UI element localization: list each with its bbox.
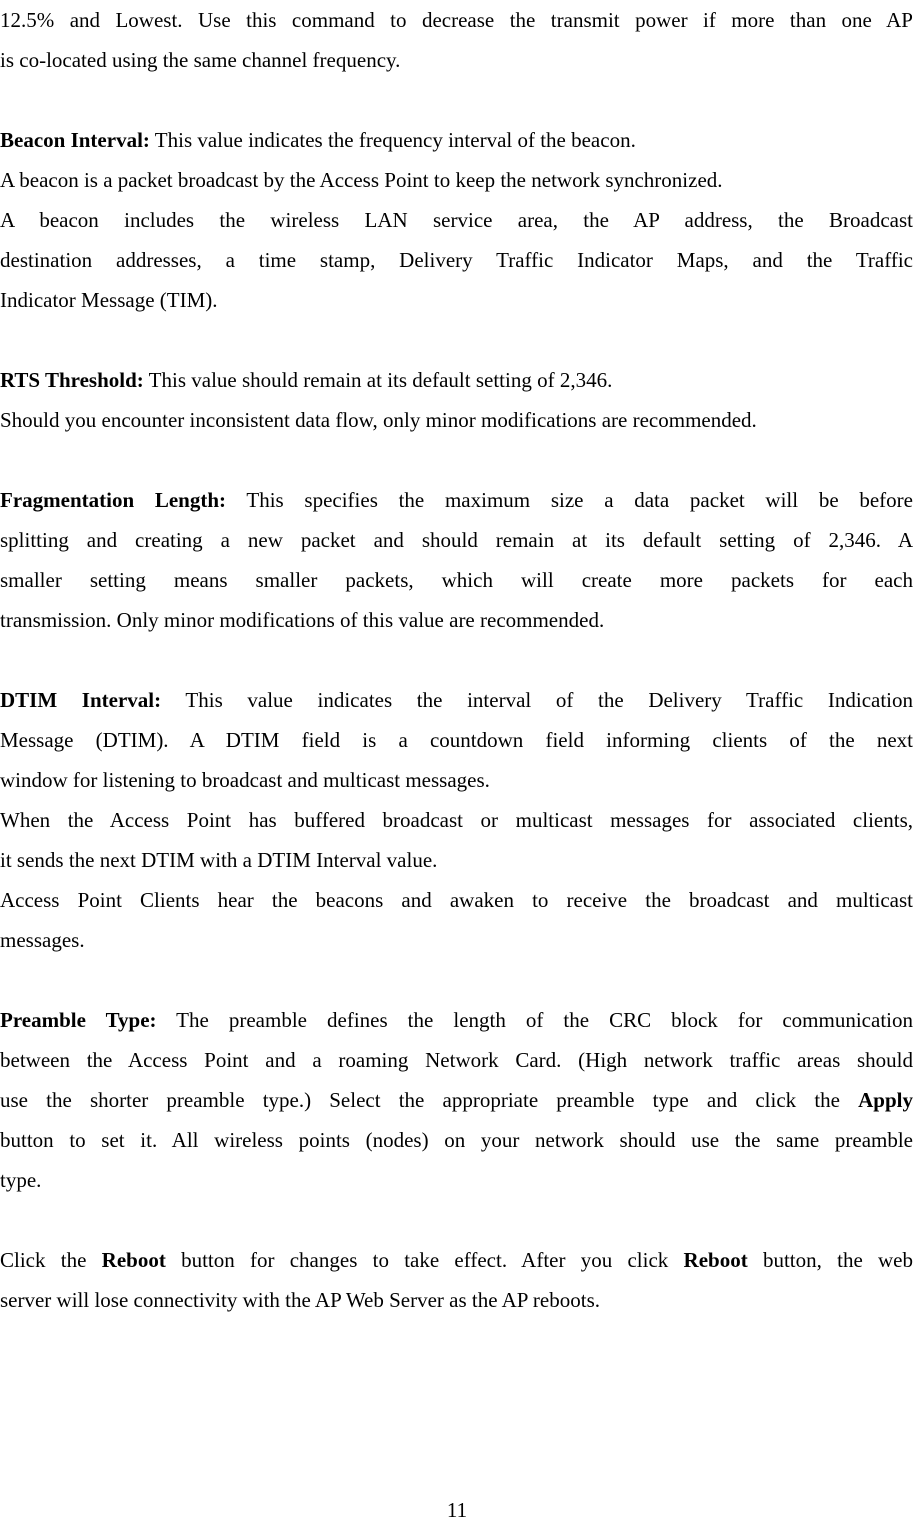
reboot-post: button, the web: [747, 1248, 914, 1272]
fragmentation-length-heading: Fragmentation Length:: [0, 488, 227, 512]
fragmentation-line-1: This specifies the maximum size a data packet will be before: [226, 488, 913, 512]
rts-threshold-heading: RTS Threshold:: [0, 368, 144, 392]
beacon-interval-text: This value indicates the frequency interval of the beacon.: [149, 128, 636, 152]
apply-reference: Apply: [858, 1088, 913, 1112]
reboot-mid: button for changes to take effect. After you click: [165, 1248, 684, 1272]
rts-threshold-text: This value should remain at its default setting of 2,346.: [143, 368, 613, 392]
fragmentation-line-2: splitting and creating a new packet and should remain at its default setting of 2,346. A: [0, 528, 913, 552]
dtim-line-3: window for listening to broadcast and multicast messages.: [0, 768, 490, 792]
preamble-line-1: The preamble defines the length of the CRC block for communication: [156, 1008, 913, 1032]
preamble-line-5: type.: [0, 1168, 42, 1192]
preamble-line-2: between the Access Point and a roaming Network Card. (High network traffic areas should: [0, 1048, 913, 1072]
reboot-section: [0, 1240, 913, 1320]
reboot-reference-2: Reboot: [683, 1248, 748, 1272]
dtim-line-7: messages.: [0, 928, 85, 952]
page-number: 11: [446, 1498, 468, 1522]
intro-line-1: 12.5% and Lowest. Use this command to decrease the transmit power if more than one AP: [0, 8, 913, 32]
dtim-line-5: it sends the next DTIM with a DTIM Interval value.: [0, 848, 438, 872]
dtim-interval-heading: DTIM Interval:: [0, 688, 162, 712]
dtim-interval-section: [0, 680, 913, 960]
rts-threshold-section: [0, 360, 913, 440]
beacon-interval-section: [0, 120, 913, 320]
fragmentation-line-4: transmission. Only minor modifications of this value are recommended.: [0, 608, 605, 632]
fragmentation-length-section: [0, 480, 913, 640]
beacon-description: A beacon is a packet broadcast by the Access Point to keep the network synchronized.: [0, 168, 723, 192]
intro-paragraph: [0, 0, 913, 80]
intro-line-2: is co-located using the same channel frequency.: [0, 48, 401, 72]
preamble-line-3: use the shorter preamble type.) Select the appropriate preamble type and click the: [0, 1088, 859, 1112]
dtim-line-6: Access Point Clients hear the beacons and awaken to receive the broadcast and multicast: [0, 888, 913, 912]
preamble-type-heading: Preamble Type:: [0, 1008, 157, 1032]
beacon-line-5: Indicator Message (TIM).: [0, 288, 218, 312]
dtim-line-4: When the Access Point has buffered broadcast or multicast messages for associated clients,: [0, 808, 913, 832]
preamble-line-4: button to set it. All wireless points (nodes) on your network should use the same preamble: [0, 1128, 913, 1152]
fragmentation-line-3: smaller setting means smaller packets, which will create more packets for each: [0, 568, 913, 592]
preamble-type-section: [0, 1000, 913, 1200]
reboot-pre: Click the: [0, 1248, 102, 1272]
dtim-line-1: This value indicates the interval of the Delivery Traffic Indication: [161, 688, 914, 712]
rts-threshold-note: Should you encounter inconsistent data flow, only minor modifications are recommended.: [0, 408, 757, 432]
beacon-line-3: A beacon includes the wireless LAN service area, the AP address, the Broadcast: [0, 208, 913, 232]
beacon-line-4: destination addresses, a time stamp, Delivery Traffic Indicator Maps, and the Traffic: [0, 248, 913, 272]
dtim-line-2: Message (DTIM). A DTIM field is a countdown field informing clients of the next: [0, 728, 913, 752]
beacon-interval-heading: Beacon Interval:: [0, 128, 150, 152]
reboot-reference-1: Reboot: [101, 1248, 166, 1272]
reboot-line-2: server will lose connectivity with the AP Web Server as the AP reboots.: [0, 1288, 601, 1312]
